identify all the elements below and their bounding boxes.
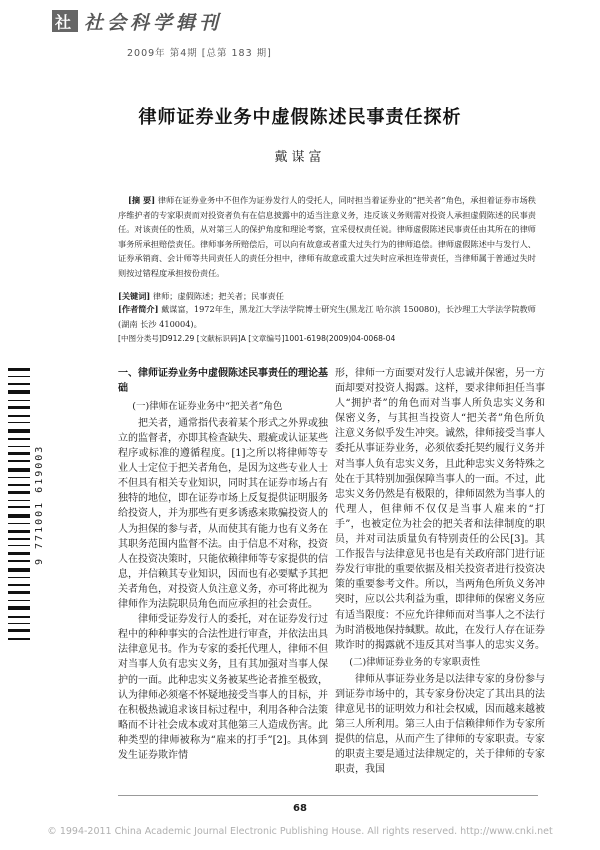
barcode-number: 9 771001 619003 [34,444,45,566]
classification-line: [中图分类号]D912.29 [文献标识码]A [文章编号]1001-6198(2009)04-0068-04 [118,334,396,343]
article-title: 律师证券业务中虚假陈述民事责任探析 [138,107,462,128]
issue-info: 2009年 第4期 [总第 183 期] [127,48,272,59]
right-column [335,366,545,816]
author-info-block [118,302,536,331]
barcode [8,368,30,640]
paragraph: 形，律师一方面要对发行人忠诚并保密，另一方面却要对投资人揭露。这样，要求律师担任当事人“拥护者”的角色而对当事人所负忠实义务和保密义务，与其担当投资人“把关者”角色所负注意义务似乎发生冲突。诚然，律师接受当事人委托从事证券业务，必须依委托契约履行义务并对当事人负有忠实义务，且此种忠实义务特殊之处在于其特别加强保障当事人的一面。不过，此忠实义务仍然是有极限的，律师固然为当事人的代理人，但律师不仅仅是当事人雇来的“打手”，也被定位为社会的把关者和法律制度的职员，并对司法质量负有特别责任的公民[3]。其工作报告与法律意见书也是有关政府部门进行证券发行审批的重要依据及相关投资者进行投资决策的重要参考文件。所以，当两角色所负义务冲突时，应以公共利益为重，即律师的保密义务应有适当限度：不应允许律师而对当事人之不法行为时消极地保持缄默。故此，在发行人存在证券欺诈时的揭露就不违反其对当事人的忠实义务。 [335,368,545,651]
abstract-text: 律师在证券业务中不但作为证券发行人的受托人，同时担当着证券业的“把关者”角色，承担着证券市场秩序维护者的专家职责而对投资者负有在信息披露中的适当注意义务，违反该义务则需对投资人承担虚假陈述的民事责任。对该责任的性质，从对第三人的保护角度和理论考察，宜采侵权责任说。律师虚假陈述民事责任由其所在的律师事务所承担赔偿责任。律师事务所赔偿后，可以向有故意或者重大过失行为的律师追偿。律师虚假陈述中与发行人、证券承销商、会计师等共同责任人的责任分担中，律师有故意或重大过失时应承担连带责任，当律师属于普通过失时则按过错程度承担按份责任。 [118,195,536,278]
subsection-heading: (一)律师在证券业务中“把关者”角色 [132,400,283,412]
abstract-label: [摘 要] [128,195,156,205]
abstract-block [118,193,536,281]
copyright-footer: © 1994-2011 China Academic Journal Electronic Publishing House. All rights reserved. http://www.cnki.net [47,826,553,837]
author-info-label: [作者简介] [118,304,159,314]
journal-logo-text: 社会科学辑刊 [84,11,223,34]
left-column [118,366,328,816]
journal-logo [52,10,222,32]
page-number: 68 [293,803,307,814]
keywords-text: 律师；虚假陈述；把关者；民事责任 [152,291,284,301]
subsection-heading: (二)律师证券业务的专家职责性 [349,656,481,668]
journal-logo-mark: 社 [52,10,78,32]
paragraph: 律师从事证券业务是以法律专家的身份参与到证券市场中的，其专家身份决定了其出具的法律意见书的证明效力和社会权威，因而越来越被第三人所利用。第三人由于信赖律师作为专家所提供的信息，从而产生了律师的专家职责。专家的职责主要是通过法律规定的，关于律师的专家职责，我国 [335,673,545,776]
section-heading: 一、律师证券业务中虚假陈述民事责任的理论基础 [118,368,328,395]
paragraph: 律师受证券发行人的委托，对在证券发行过程中的种种事实的合法性进行审查，并依法出具法律意见书。作为专家的委托代理人，律师不但对当事人负有忠实义务，且有其加强对当事人保护的一面。此种忠实义务被某些论者推至极致，认为律师必须毫不怀疑地接受当事人的目标，并在积极热诚追求该目标过程中，利用各种合法策略而不计社会成本或对其他第三人造成伤害。此种类型的律师被称为“雇来的打手”[2]。具体到发生证券欺诈情 [118,614,328,761]
author-info-text: 戴谋富，1972年生，黑龙江大学法学院博士研究生(黑龙江 哈尔滨 150080)，长沙理工大学法学院教师(湖南 长沙 410004)。 [118,304,536,329]
paragraph: 把关者，通常指代表着某个形式之外界或独立的监督者，亦即其检查缺失、瑕疵或认证某些程序或标准的遵循程度。[1]之所以将律师等专业人士定位于把关者角色，是因为这些专业人士不但具有相关专业知识，同时其在证券市场占有独特的地位，即在证券市场上反复提供证明服务给投资人，并为那些有更多诱惑来欺骗投资人的人为担保的参与者，从而使其有能力也有义务在其职务范围内监督不法。由于信息不对称，投资人在投资决策时，只能依赖律师等专家提供的信息，并信赖其专业知识，因而也有必要赋予其把关者角色，对投资人负注意义务，亦可将此视为律师作为法院职员角色而应承担的社会责任。 [118,417,328,611]
article-author: 戴谋富 [274,150,326,165]
keywords-label: [关键词] [118,291,151,301]
divider [118,795,538,796]
